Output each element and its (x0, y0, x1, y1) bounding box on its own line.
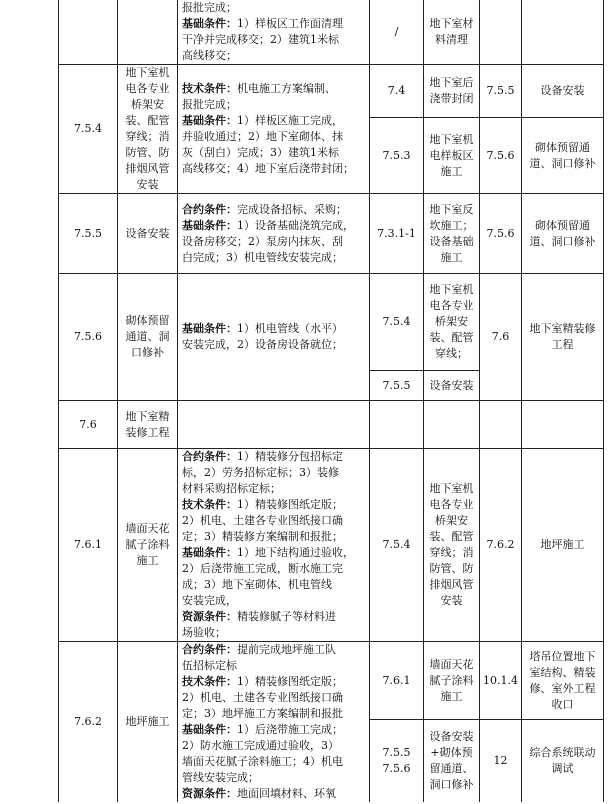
table-row (59, 401, 604, 449)
post-code: 10.1.4 (480, 642, 522, 720)
table-row (59, 194, 604, 274)
task-conditions: 合约条件：1）精装修分包招标定 标，2）劳务招标定标；3）装修 材料采购招标定标； 技术条件：1）精装修图纸定版； 2）机电、土建各专业图纸接口确 定；3）精装修方案编制和报批； 基础条件：1）地下结构通过验收， 2）后浇带施工完成，断水施工完 成；3）地下室砌体、机电管线 安装完成， 资源条件：精装修腻子等材料进 场验收； (178, 449, 370, 642)
post-name: 砌体预留通道、洞口修补 (522, 118, 604, 194)
task-conditions: 报批完成； 基础条件：1）样板区工作面清理 干净并完成移交；2）建筑1米标 高线移交； (178, 0, 370, 65)
pre-name: 地下室材料清理 (424, 0, 480, 65)
task-code: 7.6.1 (59, 449, 118, 642)
pre-name: 设备安装+砌体预留通道、洞口修补 (424, 720, 480, 802)
table-row (59, 642, 604, 720)
post-code: 7.6 (480, 274, 522, 401)
pre-code (370, 401, 424, 449)
task-code: 7.5.5 (59, 194, 118, 274)
task-code: 7.6 (59, 401, 118, 449)
task-name: 设备安装 (118, 194, 178, 274)
pre-name: 地下室反坎施工；设备基础施工 (424, 194, 480, 274)
task-name: 砌体预留通道、洞口修补 (118, 274, 178, 401)
table-row (59, 0, 604, 65)
pre-name: 地下室机电各专业桥架安装、配管穿线；消防管、防排烟风管安装 (424, 449, 480, 642)
post-code: 7.5.6 (480, 194, 522, 274)
task-conditions: 合约条件：完成设备招标、采购； 基础条件：1）设备基础浇筑完成， 设备房移交；2）泵房内抹灰、刮 白完成；3）机电管线安装完成； (178, 194, 370, 274)
pre-name: 墙面天花腻子涂料施工 (424, 642, 480, 720)
post-code: 12 (480, 720, 522, 802)
post-code: 7.5.5 (480, 65, 522, 118)
pre-code: 7.5.4 (370, 274, 424, 371)
task-name: 地下室机电各专业桥架安装、配管穿线；消防管、防排烟风管安装 (118, 65, 178, 194)
post-name: 设备安装 (522, 65, 604, 118)
table-row (59, 274, 604, 371)
pre-code: 7.4 (370, 65, 424, 118)
post-name: 地下室精装修工程 (522, 274, 604, 401)
pre-code: 7.3.1-1 (370, 194, 424, 274)
pre-code: 7.5.4 (370, 449, 424, 642)
pre-name: 地下室后浇带封闭 (424, 65, 480, 118)
pre-code: 7.5.5 7.5.6 (370, 720, 424, 802)
table-row (59, 65, 604, 118)
task-code: 7.5.6 (59, 274, 118, 401)
task-name (118, 0, 178, 65)
post-code (480, 0, 522, 65)
post-code (480, 401, 522, 449)
task-conditions (178, 401, 370, 449)
task-name: 墙面天花腻子涂料施工 (118, 449, 178, 642)
task-name: 地下室精装修工程 (118, 401, 178, 449)
pre-name: 地下室机电各专业桥架安装、配管穿线； (424, 274, 480, 371)
task-conditions: 合约条件：提前完成地坪施工队 伍招标定标 技术条件：1）精装修图纸定版； 2）机电、土建各专业图纸接口确 定；3）地坪施工方案编制和报批 基础条件：1）后浇带施工完成； 2）防水施工完成通过验收，3） 墙面天花腻子涂料施工；4）机电 管线安装完成； 资源条件：地面回填材料、环氧 (178, 642, 370, 803)
post-code: 7.6.2 (480, 449, 522, 642)
post-name: 地坪施工 (522, 449, 604, 642)
task-conditions: 技术条件：机电施工方案编制、 报批完成； 基础条件：1）样板区施工完成， 并验收通过；2）地下室砌体、抹 灰（刮白）完成；3）建筑1米标 高线移交；4）地下室后浇带封闭； (178, 65, 370, 194)
pre-code: 7.6.1 (370, 642, 424, 720)
post-name (522, 0, 604, 65)
task-code (59, 0, 118, 65)
task-code: 7.6.2 (59, 642, 118, 803)
task-conditions: 基础条件：1）机电管线（水平） 安装完成，2）设备房设备就位； (178, 274, 370, 401)
post-name: 综合系统联动调试 (522, 720, 604, 802)
pre-name (424, 401, 480, 449)
pre-code: / (370, 0, 424, 65)
table-row (59, 449, 604, 642)
pre-code: 7.5.3 (370, 118, 424, 194)
post-name: 砌体预留通道、洞口修补 (522, 194, 604, 274)
task-code: 7.5.4 (59, 65, 118, 194)
post-code: 7.5.6 (480, 118, 522, 194)
task-name: 地坪施工 (118, 642, 178, 803)
pre-code: 7.5.5 (370, 371, 424, 401)
post-name: 塔吊位置地下室结构、精装修、室外工程收口 (522, 642, 604, 720)
pre-name: 地下室机电样板区施工 (424, 118, 480, 194)
post-name (522, 401, 604, 449)
pre-name: 设备安装 (424, 371, 480, 401)
schedule-table (58, 0, 604, 802)
